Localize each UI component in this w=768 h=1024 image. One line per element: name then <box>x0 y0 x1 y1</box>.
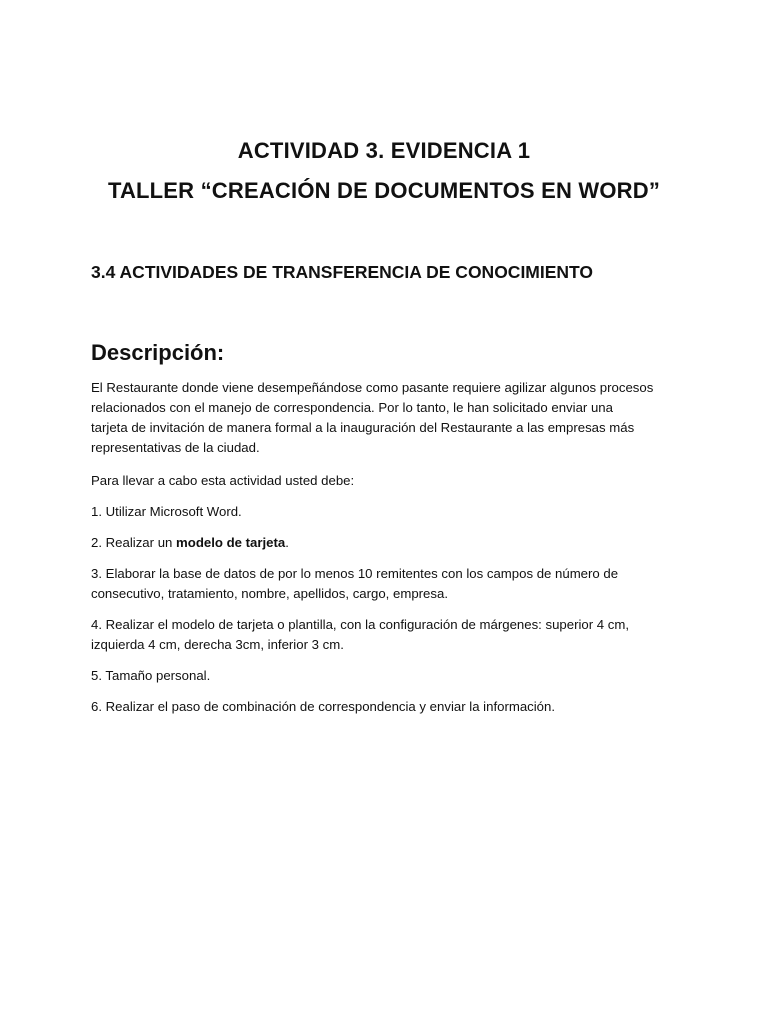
list-item-2-prefix: 2. Realizar un <box>91 535 177 550</box>
section-heading: 3.4 ACTIVIDADES DE TRANSFERENCIA DE CONOCIMIENTO <box>91 262 594 282</box>
intro-line: representativas de la ciudad. <box>91 440 260 455</box>
list-item-3-line-1: 3. Elaborar la base de datos de por lo menos 10 remitentes con los campos de número de <box>91 566 619 581</box>
document-title-line-1: ACTIVIDAD 3. EVIDENCIA 1 <box>237 138 531 163</box>
list-item-4 <box>91 615 691 655</box>
list-item-4-line-2: izquierda 4 cm, derecha 3cm, inferior 3 cm. <box>91 637 344 652</box>
list-item-2-bold: modelo de tarjeta <box>176 535 286 550</box>
document-title-line-2: TALLER “CREACIÓN DE DOCUMENTOS EN WORD” <box>107 178 661 203</box>
list-item-1: 1. Utilizar Microsoft Word. <box>91 504 242 519</box>
list-item-4-line-1: 4. Realizar el modelo de tarjeta o plantilla, con la configuración de márgenes: superior 4 cm, <box>91 617 630 632</box>
intro-line: tarjeta de invitación de manera formal a la inauguración del Restaurante a las empresas más <box>91 420 635 435</box>
intro-paragraph <box>91 378 691 458</box>
list-item-6: 6. Realizar el paso de combinación de correspondencia y enviar la información. <box>91 699 556 714</box>
list-item-3 <box>91 564 691 604</box>
list-item-5: 5. Tamaño personal. <box>91 668 211 683</box>
intro-line: El Restaurante donde viene desempeñándose como pasante requiere agilizar algunos procesos <box>91 380 654 395</box>
list-item-2-suffix: . <box>285 535 289 550</box>
instructions-intro: Para llevar a cabo esta actividad usted debe: <box>91 473 355 488</box>
list-item-3-line-2: consecutivo, tratamiento, nombre, apellidos, cargo, empresa. <box>91 586 448 601</box>
list-item-2 <box>91 533 691 553</box>
intro-line: relacionados con el manejo de correspondencia. Por lo tanto, le han solicitado enviar una <box>91 400 613 415</box>
description-heading: Descripción: <box>91 340 225 365</box>
